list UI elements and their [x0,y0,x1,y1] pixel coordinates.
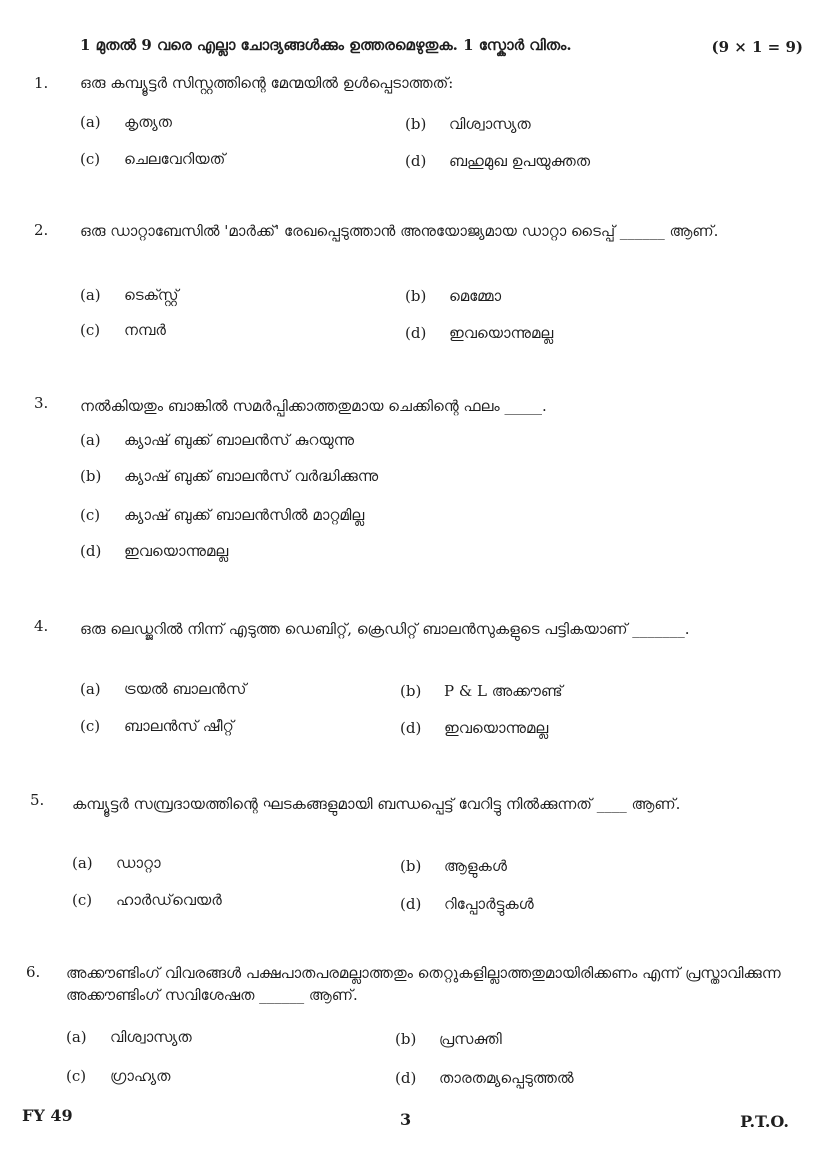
option [400,682,563,700]
question-text: അക്കൗണ്ടിംഗ് വിവരങ്ങൾ പക്ഷപാതപരമല്ലാത്തതും തെറ്റുകളില്ലാത്തതുമായിരിക്കണം എന്ന് പ്രസ്താവിക്കുന്ന അക്കൗണ്ടിംഗ് സവിശേഷത ______ ആണ്. [66,964,781,1004]
option-text: ഗ്രാഹ്യത [110,1067,171,1085]
option [405,115,531,133]
option [395,1069,574,1087]
question-text: ഒരു കമ്പ്യൂട്ടർ സിസ്റ്റത്തിന്റെ മേന്മയിൽ ഉൾപ്പെടാത്തത്: [80,74,454,92]
option-text: ബഹുമുഖ ഉപയുക്തത [449,152,590,170]
option [66,1028,192,1046]
option-label: (d) [395,1069,417,1087]
option [66,1067,170,1085]
option [400,895,534,913]
option-label: (d) [80,542,102,560]
option-text: ക്യാഷ് ബുക്ക് ബാലൻസ് വർദ്ധിക്കുന്നു [124,467,379,485]
paper-code: FY 49 [22,1106,73,1125]
question-number: 4. [34,617,49,635]
option-label: (b) [405,287,427,305]
question-number: 6. [26,963,41,981]
question-number: 1. [34,74,49,92]
option-label: (b) [400,857,422,875]
option-text: ഇവയൊന്നുമല്ല [444,719,549,737]
option-label: (d) [400,895,422,913]
option-text: ഹാർഡ്‌വെയർ [116,891,222,909]
marks-summary: (9 × 1 = 9) [711,38,803,56]
option-label: (c) [80,150,101,168]
option-label: (c) [72,891,93,909]
option-label: (a) [80,680,101,698]
option [72,854,161,872]
page-number: 3 [400,1110,412,1129]
option-text: കൃത്യത [124,113,172,131]
option-text: പ്രസക്തി [439,1030,502,1048]
question-text: ഒരു ലെഡ്ജറിൽ നിന്ന് എടുത്ത ഡെബിറ്റ്, ക്രെഡിറ്റ് ബാലൻസുകളുടെ പട്ടികയാണ് _______. [80,620,690,638]
option [80,542,228,560]
option [72,891,222,909]
option-text: നമ്പർ [124,321,166,339]
option [80,286,178,304]
option [80,680,246,698]
option-label: (c) [80,506,101,524]
option-text: ഇവയൊന്നുമല്ല [124,542,229,560]
option [80,467,378,485]
option [80,150,225,168]
question-number: 5. [30,791,45,809]
option-label: (b) [405,115,427,133]
option-text: ടെക്സ്റ്റ് [124,286,179,304]
option-label: (d) [405,324,427,342]
option-text: ട്രയൽ ബാലൻസ് [124,680,247,698]
option [80,717,234,735]
question-number: 2. [34,221,49,239]
option-text: വിശ്വാസ്യത [449,115,531,133]
option-label: (b) [395,1030,417,1048]
option-text: വിശ്വാസ്യത [110,1028,192,1046]
option-label: (a) [72,854,93,872]
option-label: (a) [80,113,101,131]
option-label: (a) [80,286,101,304]
option-text: ആളുകൾ [444,857,507,875]
option-label: (c) [66,1067,87,1085]
option-label: (c) [80,321,101,339]
option-label: (a) [80,431,101,449]
question-text: നൽകിയതും ബാങ്കിൽ സമർപ്പിക്കാത്തതുമായ ചെക്കിന്റെ ഫലം _____. [80,397,547,415]
option-text: ക്യാഷ് ബുക്ക് ബാലൻസ് കുറയുന്നു [124,431,355,449]
option [80,113,172,131]
option [405,152,590,170]
option-text: ഇവയൊന്നുമല്ല [449,324,554,342]
question-text: ഒരു ഡാറ്റാബേസിൽ 'മാർക്ക്' രേഖപ്പെടുത്താൻ അനുയോജ്യമായ ഡാറ്റാ ടൈപ്പ് ______ ആണ്. [80,222,719,240]
option [405,287,501,305]
option [405,324,553,342]
option [400,719,548,737]
option-label: (c) [80,717,101,735]
option-label: (b) [80,467,102,485]
option-text: ബാലൻസ് ഷീറ്റ് [124,717,234,735]
option [395,1030,502,1048]
option [400,857,507,875]
option [80,506,364,524]
option-text: റിപ്പോർട്ടുകൾ [444,895,534,913]
instruction: 1 മുതൽ 9 വരെ എല്ലാ ചോദ്യങ്ങൾക്കും ഉത്തരമെഴുതുക. 1 സ്കോർ വിതം. [80,36,572,54]
option-text: ചെലവേറിയത് [124,150,226,168]
question-number: 3. [34,394,49,412]
option-label: (d) [400,719,422,737]
option-text: P & L അക്കൗണ്ട് [444,682,563,700]
option-label: (d) [405,152,427,170]
question-text: കമ്പ്യൂട്ടർ സമ്പ്രദായത്തിന്റെ ഘടകങ്ങളുമായി ബന്ധപ്പെട്ട് വേറിട്ടു നിൽക്കുന്നത് ____ ആണ്. [72,795,681,813]
option-text: ഡാറ്റാ [116,854,161,872]
option [80,431,354,449]
option-text: താരതമ്യപ്പെടുത്തൽ [439,1069,574,1087]
option-label: (b) [400,682,422,700]
option-text: ക്യാഷ് ബുക്ക് ബാലൻസിൽ മാറ്റമില്ല [124,506,365,524]
option-text: മെമ്മോ [449,287,502,305]
please-turn-over: P.T.O. [740,1112,789,1131]
option-label: (a) [66,1028,87,1046]
option [80,321,166,339]
